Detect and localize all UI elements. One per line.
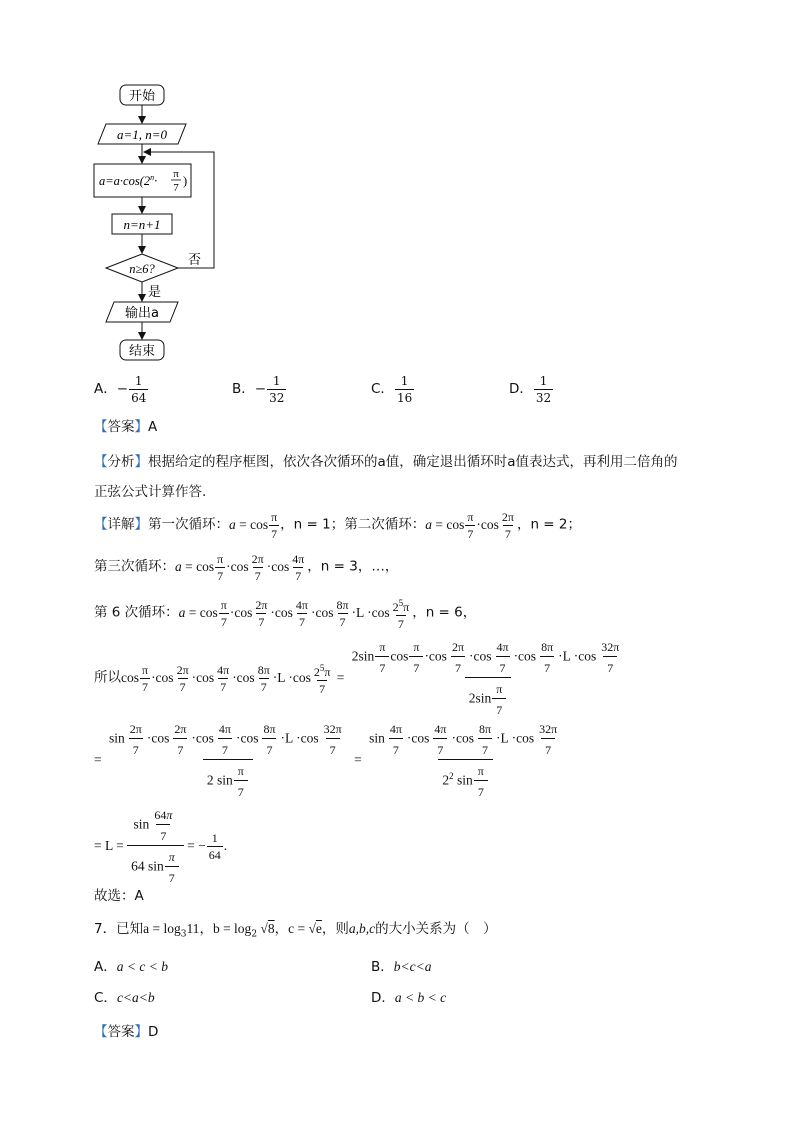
answer-2-value: D (148, 1024, 159, 1040)
detail-line-5: = sin $\frac{2\pi}{7}$ ·cos $\frac{2\pi}{7}$ ·cos $\frac{4\pi}{7}$ ·cos $\frac{8\pi}{7}$ ·L ·cos $\frac{32\pi}{7}$ 2 sin $\frac{\pi}{7}$ = sin $\frac{4\pi}{7}$ ·cos $\frac{4\pi}{7}$ ·cos $\frac{8\pi}{7}$ ·L ·cos $\frac{32\pi}{7}$ $2^2$ sin $\frac{\pi}{7}$ (94, 722, 558, 799)
output-label: 输出a (125, 306, 159, 321)
detail-l3b: ，n = 6， (412, 604, 477, 621)
option-b (232, 374, 287, 405)
yes-label: 是 (148, 285, 162, 300)
q7-option-a (94, 958, 168, 976)
q7-text-c: 的大小关系为（ ） (375, 921, 497, 937)
assign-a-den: 7 (173, 182, 179, 194)
detail-line-1: 【详解】第一次循环：a = cos $\frac{\pi}{7}$ ，n = 1；第二次循环：a = cos $\frac{\pi}{7}$ ·cos $\frac{2\pi}{7}$ ，n = 2； (94, 510, 581, 541)
detail-tag: 详解 (107, 516, 135, 533)
answer-2-bracket-close: 】 (134, 1024, 148, 1040)
q7-option-c-value: c<a<b (116, 990, 155, 1005)
detail-l2b: ，n = 3，…， (307, 558, 399, 575)
option-a-label: A． (94, 381, 117, 397)
option-a (94, 374, 149, 405)
start-label: 开始 (128, 89, 156, 104)
detail-l1c: ，n = 2； (516, 516, 581, 533)
option-b-sign: − (254, 381, 267, 397)
detail-conclusion: 故选：A (94, 888, 144, 904)
analysis-tag: 分析 (107, 454, 135, 470)
option-b-num: 1 (272, 374, 281, 388)
detail-l4a: 所以 (94, 669, 121, 686)
assign-a-num: π (173, 168, 179, 180)
q7-option-d-value: a < b < c (394, 990, 447, 1005)
q7-c-arg: e (315, 921, 322, 936)
q7-option-d-label: D． (371, 990, 395, 1006)
q7-c-expr: c = (288, 921, 309, 936)
answer-1-bracket-open: 【 (94, 419, 108, 435)
answer-2-tag: 答案 (107, 1024, 135, 1040)
option-c-label: C． (371, 381, 394, 397)
detail-line-3: 第 6 次循环：a = cos $\frac{\pi}{7}$ ·cos $\frac{2\pi}{7}$ ·cos $\frac{4\pi}{7}$ ·cos $\frac{8\pi}{7}$ ·L ·cos $\frac{2^5\pi}{7}$ ，n = 6， (94, 598, 477, 631)
option-b-label: B． (232, 381, 255, 397)
analysis-text-1: 根据给定的程序框图，依次各次循环的a值，确定退出循环时a值表达式，再利用二倍角的 (148, 454, 678, 470)
q7-option-c (94, 989, 155, 1007)
q7-vars: a,b,c (348, 921, 376, 936)
analysis-line-1 (94, 450, 678, 470)
end-label: 结束 (128, 344, 156, 359)
detail-line-6: = L = sin $\frac{64\pi}{7}$ 64 sin $\frac{\pi}{7}$ = − $\frac{1}{64}$ . (94, 808, 228, 885)
analysis-bracket-close: 】 (134, 454, 148, 470)
q7-option-c-label: C． (94, 990, 117, 1006)
q7-text-b: ，则 (321, 921, 349, 937)
detail-line-4: 所以cos $\frac{\pi}{7}$ ·cos $\frac{2\pi}{7}$ ·cos $\frac{4\pi}{7}$ ·cos $\frac{8\pi}{7}$ ·L ·cos $\frac{2^5\pi}{7}$ = 2sin $\frac{\pi}{7}$ cos $\frac{\pi}{7}$ ·cos $\frac{2\pi}{7}$ ·cos $\frac{4\pi}{7}$ ·cos $\frac{8\pi}{7}$ ·L ·cos $\frac{32\pi}{7}$ 2sin $\frac{\pi}{7}$ (94, 640, 620, 717)
init-label: a=1, n=0 (116, 127, 168, 142)
q7-option-a-label: A． (94, 959, 117, 975)
q7-option-a-value: a < c < b (116, 959, 168, 974)
option-a-num: 1 (134, 374, 143, 388)
q7-b-base: 2 (251, 929, 258, 940)
q7-b-arg: 8 (267, 921, 275, 936)
detail-line-2: 第三次循环：a = cos $\frac{\pi}{7}$ ·cos $\frac{2\pi}{7}$ ·cos $\frac{4\pi}{7}$ ，n = 3，…， (94, 552, 399, 583)
answer-1-bracket-close: 】 (134, 419, 148, 435)
q7-a-expr: a = log (143, 921, 181, 936)
analysis-line-2: 正弦公式计算作答. (94, 484, 207, 500)
no-label: 否 (188, 253, 202, 268)
assign-a-sup: n (150, 173, 155, 182)
detail-bracket-close: 】 (134, 516, 148, 533)
assign-a-left: a=a·cos(2 (99, 174, 151, 188)
q7-option-b-label: B． (371, 959, 394, 975)
option-d-num: 1 (539, 374, 548, 388)
option-a-den: 64 (131, 391, 147, 405)
option-a-sign: − (116, 381, 129, 397)
q7-option-d (371, 989, 446, 1007)
detail-bracket-open: 【 (94, 516, 108, 533)
flowchart (90, 80, 230, 370)
option-d (509, 374, 554, 405)
option-c-num: 1 (400, 374, 409, 388)
question-7: 7．已知$a = \log_311$，$b = \log_2 √8$，c = √e，则a,b,c的大小关系为（ ） (94, 921, 497, 940)
detail-l1a: 第一次循环： (148, 516, 229, 533)
option-d-label: D． (509, 381, 533, 397)
detail-l1b: ，n = 1；第二次循环： (280, 516, 426, 533)
assign-a-dot: · (154, 174, 158, 188)
option-d-den: 32 (535, 391, 552, 405)
answer-1 (94, 415, 157, 435)
option-b-den: 32 (269, 391, 285, 405)
option-c-den: 16 (396, 391, 413, 405)
assign-n-label: n=n+1 (123, 217, 161, 232)
detail-l3a: 第 6 次循环： (94, 604, 179, 621)
svg-text:a=a·cos(2n· (99, 173, 157, 188)
q7-a-arg: 11 (186, 921, 200, 936)
detail-l2a: 第三次循环： (94, 558, 175, 575)
answer-2-bracket-open: 【 (94, 1024, 108, 1040)
answer-2 (94, 1020, 158, 1040)
analysis-bracket-open: 【 (94, 454, 108, 470)
condition-label: n≥6? (129, 262, 155, 276)
q7-number: 7． (94, 921, 117, 937)
q7-option-b-value: b<c<a (393, 959, 432, 974)
q7-option-b (371, 958, 431, 976)
q7-b-expr: b = log (212, 921, 252, 936)
option-c (371, 374, 415, 405)
answer-1-tag: 答案 (107, 419, 135, 435)
answer-1-value: A (148, 419, 158, 435)
assign-a-right: ) (183, 174, 188, 188)
q7-a-base: 3 (180, 929, 187, 940)
q7-text-a: 已知 (116, 921, 144, 937)
